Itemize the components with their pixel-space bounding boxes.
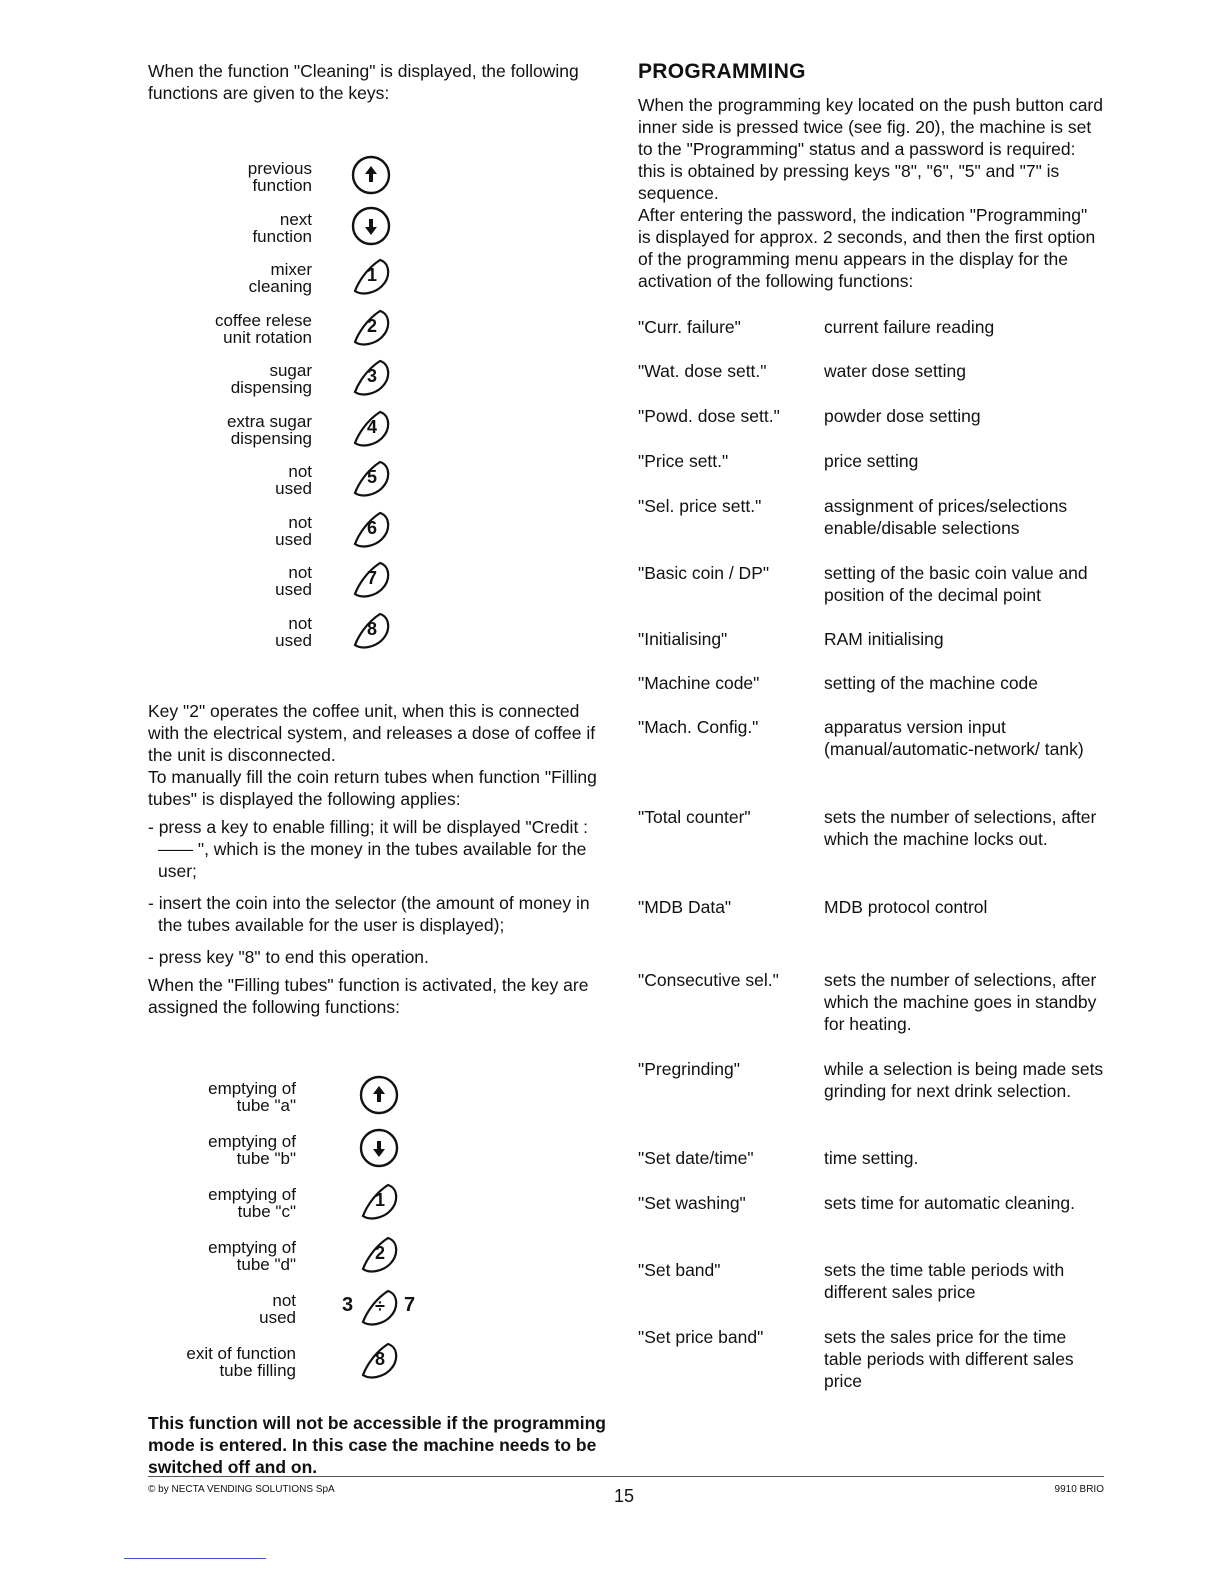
numeric-key-icon — [358, 1286, 400, 1328]
menu-option-name: "Sel. price sett." — [638, 496, 762, 516]
arrow-down-key-icon — [358, 1127, 400, 1169]
key-row — [148, 205, 568, 255]
menu-option-name: "Basic coin / DP" — [638, 563, 770, 583]
key-label-line-1: sugar — [269, 361, 312, 380]
bullet-insert-coin: - insert the coin into the selector (the amount of money in the tubes available for the user is displayed); — [148, 893, 590, 935]
menu-option-description: setting of the basic coin value and position of the decimal point — [824, 563, 1088, 605]
key-label-line-2: used — [275, 529, 312, 549]
menu-option-description: sets the sales price for the time table periods with different sales price — [824, 1327, 1074, 1391]
cleaning-intro: When the function "Cleaning" is displayed, the following functions are given to the keys: — [148, 61, 579, 103]
left-column — [148, 60, 614, 1478]
key-label — [92, 211, 312, 245]
key-label-line-2: cleaning — [248, 277, 312, 296]
svg-text:4: 4 — [366, 416, 378, 437]
menu-option-description: sets the number of selections, after which the machine locks out. — [824, 807, 1097, 849]
key-label-line-2: used — [275, 630, 312, 650]
numeric-key-icon — [350, 306, 392, 348]
numeric-key-icon — [350, 255, 392, 297]
key-row — [148, 154, 568, 204]
key-label-line-2: function — [252, 176, 312, 195]
key-label — [92, 514, 312, 548]
key-row — [148, 1180, 568, 1230]
footer-divider — [148, 1476, 1104, 1477]
menu-option-description: water dose setting — [824, 361, 967, 381]
page-number: 15 — [614, 1486, 635, 1506]
key-label-line-2: used — [275, 580, 312, 599]
menu-option-name: "Consecutive sel." — [638, 970, 779, 990]
svg-text:1: 1 — [374, 1190, 386, 1210]
key-label — [92, 312, 312, 346]
menu-option-description: RAM initialising — [824, 629, 944, 649]
key-label-line-1: next — [279, 209, 312, 229]
key-label-line-1: exit of function — [186, 1344, 296, 1363]
key-label — [92, 362, 312, 396]
key-label-line-2: tube filling — [219, 1361, 296, 1380]
bullet-enable-filling: - press a key to enable filling; it will be displayed "Credit : —— ", which is the money in the tubes available for the user; — [148, 817, 589, 881]
coffee-unit-paragraph: Key "2" operates the coffee unit, when this is connected with the electrical system, and releases a dose of coffee if the unit is disconnected. — [148, 701, 596, 765]
svg-text:3: 3 — [366, 366, 378, 386]
menu-option-description: sets time for automatic cleaning. — [824, 1193, 1075, 1213]
svg-text:7: 7 — [366, 568, 378, 588]
key-label-line-2: tube "c" — [237, 1202, 296, 1221]
programming-note: This function will not be accessible if the programming mode is entered. In this case the machine needs to be switched off and on. — [148, 1413, 606, 1477]
menu-option-description: sets the time table periods with different sales price — [824, 1260, 1065, 1302]
menu-option-description: current failure reading — [824, 317, 995, 337]
menu-option-name: "Set price band" — [638, 1327, 764, 1347]
key-label — [96, 1080, 296, 1114]
key-label-line-2: unit rotation — [223, 327, 312, 347]
key-row — [148, 1127, 568, 1177]
svg-text:8: 8 — [366, 618, 378, 639]
svg-text:2: 2 — [374, 1243, 386, 1263]
key-label — [96, 1239, 296, 1273]
key-row — [148, 356, 568, 406]
key-row — [148, 558, 568, 608]
numeric-key-icon — [358, 1339, 400, 1381]
range-start-digit: 3 — [342, 1294, 354, 1316]
key-label-line-1: not — [288, 512, 312, 532]
filling-tubes-paragraph: To manually fill the coin return tubes when function "Filling tubes" is displayed the following applies: — [148, 767, 597, 809]
key-label-line-2: tube "b" — [236, 1149, 296, 1168]
numeric-key-icon — [350, 407, 392, 449]
svg-text:5: 5 — [366, 467, 378, 487]
menu-option-name: "Price sett." — [638, 451, 729, 471]
key-label-line-2: used — [259, 1308, 296, 1327]
numeric-key-icon — [358, 1180, 400, 1222]
key-row — [148, 1339, 568, 1389]
menu-option-name: "Total counter" — [638, 807, 751, 827]
menu-option-description: while a selection is being made sets grinding for next drink selection. — [824, 1059, 1104, 1101]
arrow-up-key-icon — [358, 1074, 400, 1116]
key-label-line-1: emptying of — [208, 1238, 296, 1257]
key-label-line-2: tube "a" — [236, 1096, 296, 1115]
key-label — [92, 413, 312, 447]
key-label — [92, 615, 312, 649]
programming-heading: PROGRAMMING — [638, 60, 806, 83]
key-label-line-1: coffee relese — [214, 310, 312, 330]
bullet-press-key-8: - press key "8" to end this operation. — [148, 947, 429, 967]
key-label-line-1: not — [288, 613, 312, 633]
key-row — [148, 1286, 568, 1336]
key-label — [92, 463, 312, 497]
key-row — [148, 255, 568, 305]
key-label — [92, 261, 312, 295]
menu-option-description: price setting — [824, 451, 919, 471]
numeric-key-icon — [350, 609, 392, 651]
menu-option-name: "Pregrinding" — [638, 1059, 740, 1079]
key-row — [148, 457, 568, 507]
menu-option-description: assignment of prices/selections enable/disable selections — [824, 496, 1068, 538]
key-label-line-1: emptying of — [208, 1185, 296, 1204]
cleaning-key-list — [148, 154, 614, 694]
range-end-digit: 7 — [404, 1294, 416, 1316]
key-label-line-2: tube "d" — [236, 1255, 296, 1274]
key-label-line-1: emptying of — [208, 1132, 296, 1151]
menu-option-name: "Curr. failure" — [638, 317, 741, 337]
arrow-down-key-icon — [350, 205, 392, 247]
key-label-line-1: extra sugar — [226, 411, 312, 431]
key-row — [148, 1074, 568, 1124]
key-label-line-1: mixer — [270, 260, 312, 279]
key-label-line-1: emptying of — [208, 1079, 296, 1098]
programming-paragraph-2: After entering the password, the indication "Programming" is displayed for approx. 2 seconds, and then the first option of the programming menu appears in the display for the activation of the following functions: — [638, 205, 1096, 291]
svg-text:6: 6 — [366, 517, 378, 538]
key-label-line-2: dispensing — [230, 378, 312, 397]
svg-text:2: 2 — [366, 315, 378, 336]
key-label-line-1: previous — [247, 159, 312, 178]
menu-option-description: time setting. — [824, 1148, 919, 1168]
footer-copyright: © by NECTA VENDING SOLUTIONS SpA — [148, 1484, 335, 1495]
key-row — [148, 1233, 568, 1283]
numeric-key-icon — [350, 558, 392, 600]
menu-option-name: "Machine code" — [638, 673, 760, 693]
key-label — [96, 1133, 296, 1167]
key-label — [92, 564, 312, 598]
programming-paragraph-1: When the programming key located on the push button card inner side is pressed twice (see fig. 20), the machine is set to the "Programming" status and a password is required: this is obtained by pressing keys "8", "6", "5" and "7" is sequence. — [638, 95, 1103, 203]
menu-option-name: "Initialising" — [638, 629, 728, 649]
menu-option-description: setting of the machine code — [824, 673, 1039, 693]
menu-option-name: "Wat. dose sett." — [638, 361, 767, 381]
svg-text:8: 8 — [374, 1349, 386, 1369]
key-row — [148, 407, 568, 457]
bottom-rule — [124, 1558, 266, 1559]
numeric-key-icon — [358, 1233, 400, 1275]
menu-option-description: sets the number of selections, after which the machine goes in standby for heating. — [824, 970, 1097, 1034]
menu-option-description: apparatus version input (manual/automatic-network/ tank) — [824, 717, 1084, 759]
numeric-key-icon — [350, 508, 392, 550]
programming-menu-table — [638, 316, 1104, 1406]
menu-option-name: "Mach. Config." — [638, 717, 759, 737]
filling-key-list — [148, 1074, 614, 1404]
key-label — [96, 1186, 296, 1220]
menu-option-name: "MDB Data" — [638, 897, 732, 917]
filling-keys-intro: When the "Filling tubes" function is activated, the key are assigned the following functions: — [148, 975, 589, 1017]
svg-text:÷: ÷ — [375, 1296, 385, 1316]
key-row — [148, 508, 568, 558]
numeric-key-icon — [350, 457, 392, 499]
menu-option-description: powder dose setting — [824, 406, 981, 426]
key-label-line-2: dispensing — [230, 428, 312, 448]
key-label — [96, 1292, 296, 1326]
arrow-up-key-icon — [350, 154, 392, 196]
menu-option-name: "Powd. dose sett." — [638, 406, 780, 426]
menu-option-name: "Set band" — [638, 1260, 721, 1280]
numeric-key-icon — [350, 356, 392, 398]
key-label-line-1: not — [288, 462, 312, 481]
key-label — [92, 160, 312, 194]
key-row — [148, 609, 568, 659]
right-column — [638, 60, 1104, 1406]
menu-option-name: "Set washing" — [638, 1193, 746, 1213]
menu-option-description: MDB protocol control — [824, 897, 988, 917]
menu-option-name: "Set date/time" — [638, 1148, 754, 1168]
key-label — [96, 1345, 296, 1379]
key-label-line-2: used — [275, 479, 312, 498]
svg-text:1: 1 — [366, 265, 378, 285]
key-label-line-2: function — [252, 226, 312, 246]
key-row — [148, 306, 568, 356]
footer-model: 9910 BRIO — [1054, 1484, 1104, 1495]
key-label-line-1: not — [272, 1291, 296, 1310]
key-label-line-1: not — [288, 563, 312, 582]
